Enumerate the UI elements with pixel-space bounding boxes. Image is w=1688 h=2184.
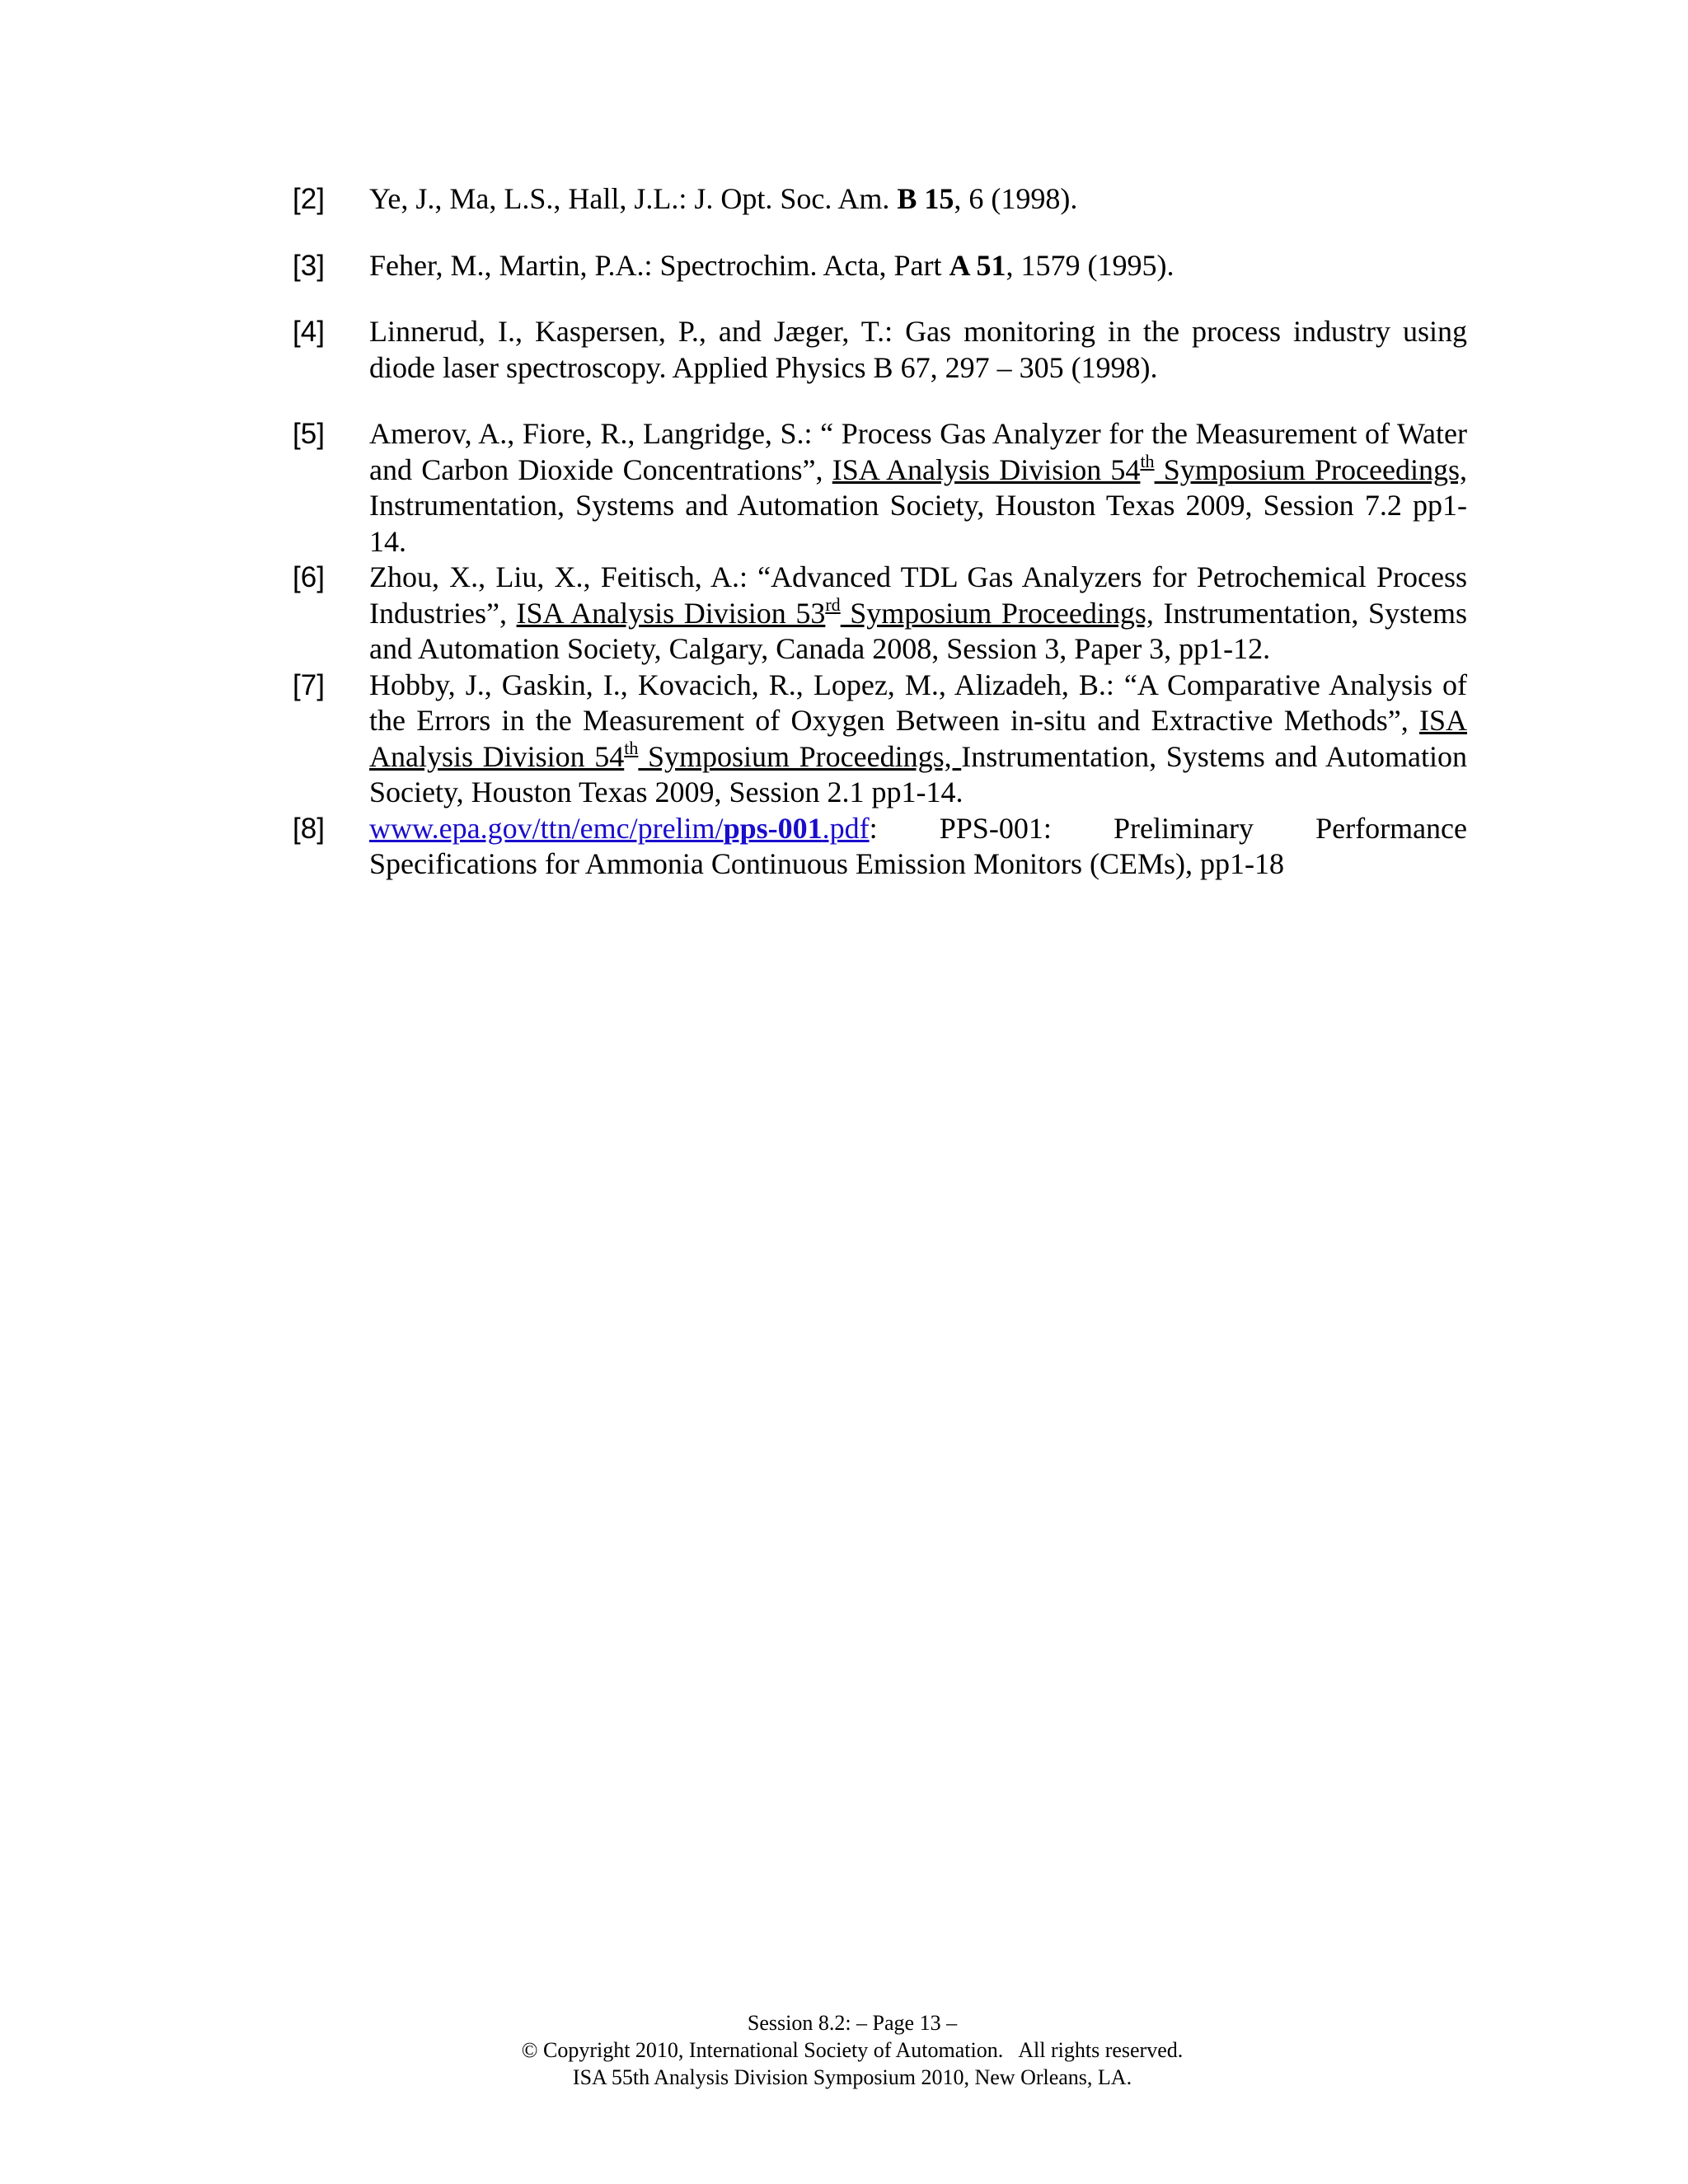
reference-number: [6] bbox=[293, 561, 325, 593]
footer-copyright: © Copyright 2010, International Society of Automation. All rights reserved. bbox=[521, 2038, 1184, 2062]
reference-number: [3] bbox=[293, 249, 325, 282]
footer-session-page: Session 8.2: – Page 13 – bbox=[747, 2011, 958, 2035]
reference-number: [4] bbox=[293, 316, 325, 348]
footer-symposium: ISA 55th Analysis Division Symposium 2010, New Orleans, LA. bbox=[572, 2065, 1132, 2089]
reference-4 bbox=[293, 314, 1467, 386]
reference-7: [7] Hobby, J., Gaskin, I., Kovacich, R., Lopez, M., Alizadeh, B.: “A Comparative Analysis of the Errors in the Measurement of Oxygen Between in-situ and Extractive Methods”, ISA Analysis Division 54th Symposium Proceedings, Instrumentation, Systems and Automation Society, Houston Texas 2009, Session 2.1 pp1-14. bbox=[293, 668, 1468, 808]
reference-number: [2] bbox=[293, 183, 325, 215]
reference-8: [8] www.epa.gov/ttn/emc/prelim/pps-001.pdf: PPS-001: Preliminary Performance Specifications for Ammonia Continuous Emission Monitors (CEMs), pp1-18 bbox=[293, 811, 1467, 880]
reference-list bbox=[293, 181, 1467, 883]
epa-pps-001-link[interactable]: www.epa.gov/ttn/emc/prelim/pps-001.pdf bbox=[369, 811, 870, 845]
reference-text: Linnerud, I., Kaspersen, P., and Jæger, T.: Gas monitoring in the process industry using diode laser spectroscopy. Applied Physics B 67, 297 – 305 (1998). bbox=[369, 315, 1467, 384]
reference-number: [7] bbox=[293, 668, 325, 701]
reference-2: [2] Ye, J., Ma, L.S., Hall, J.L.: J. Opt. Soc. Am. B 15, 6 (1998). bbox=[293, 181, 1467, 218]
reference-3: [3] Feher, M., Martin, P.A.: Spectrochim. Acta, Part A 51, 1579 (1995). bbox=[293, 248, 1467, 284]
reference-6: [6] Zhou, X., Liu, X., Feitisch, A.: “Advanced TDL Gas Analyzers for Petrochemical Process Industries”, ISA Analysis Division 53rd Symposium Proceedings, Instrumentation, Systems and Automation Society, Calgary, Canada 2008, Session 3, Paper 3, pp1-12. bbox=[293, 560, 1467, 665]
page-footer bbox=[0, 2009, 1688, 2091]
reference-number: [8] bbox=[293, 812, 325, 845]
reference-5: [5] Amerov, A., Fiore, R., Langridge, S.: “ Process Gas Analyzer for the Measurement of Water and Carbon Dioxide Concentrations”, ISA Analysis Division 54th Symposium Proceedings, Instrumentation, Systems and Automation Society, Houston Texas 2009, Session 7.2 pp1-14. bbox=[293, 417, 1467, 558]
reference-number: [5] bbox=[293, 418, 325, 450]
